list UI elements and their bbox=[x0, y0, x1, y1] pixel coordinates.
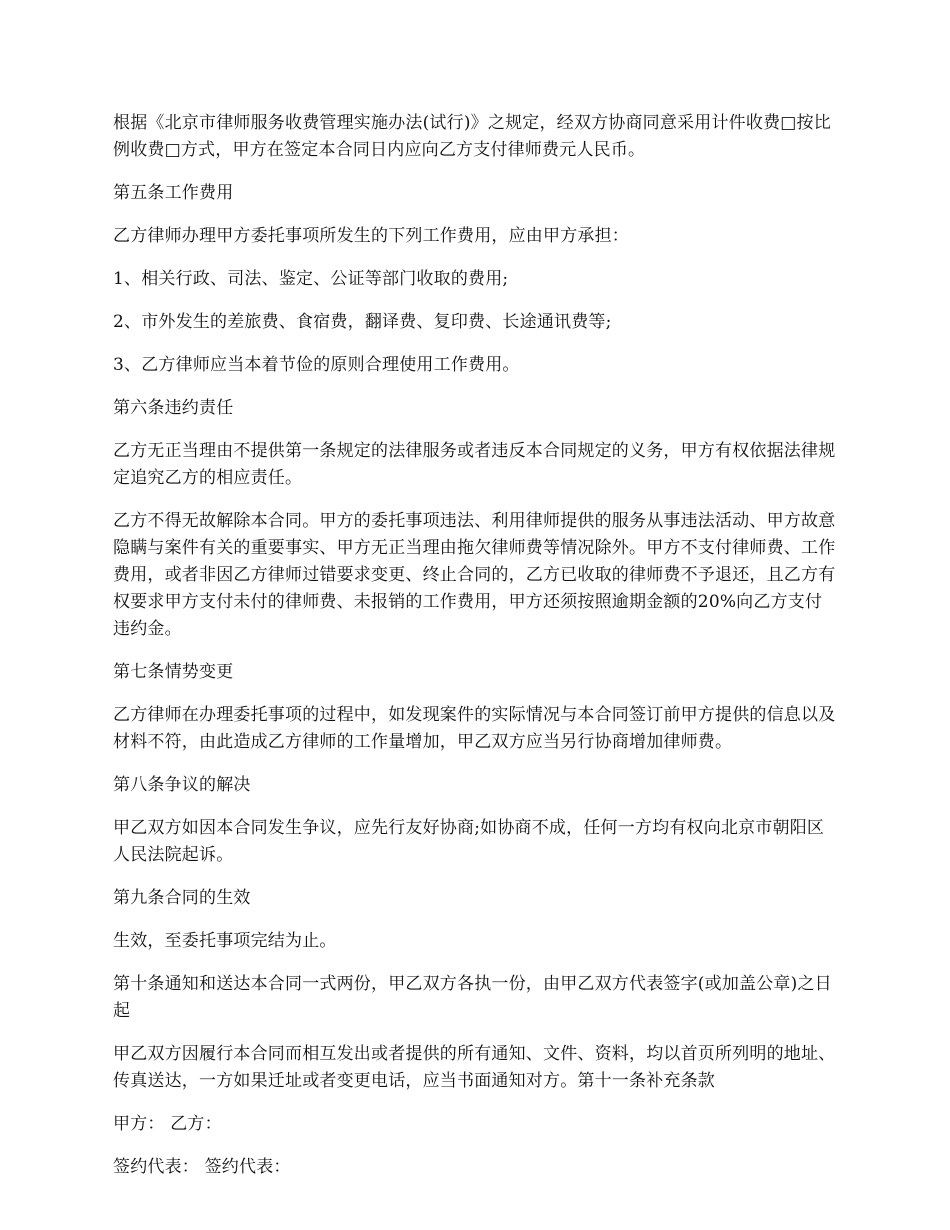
effectiveness-paragraph: 生效，至委托事项完结为止。 bbox=[113, 931, 337, 951]
article-10-paragraph: 第十条通知和送达本合同一式两份，甲乙双方各执一份，由甲乙双方代表签字(或加盖公章)之日起 bbox=[113, 974, 832, 1021]
article-5-heading: 第五条工作费用 bbox=[113, 183, 234, 203]
expense-item-2: 2、市外发生的差旅费、食宿费，翻译费、复印费、长途通讯费等; bbox=[113, 312, 612, 332]
dispute-resolution-paragraph: 甲乙双方如因本合同发生争议，应先行友好协商;如协商不成，任何一方均有权向北京市朝阳区人民法院起诉。 bbox=[113, 818, 825, 865]
article-6-heading: 第六条违约责任 bbox=[113, 398, 234, 418]
contract-page bbox=[113, 110, 838, 1197]
breach-paragraph-1: 乙方无正当理由不提供第一条规定的法律服务或者违反本合同规定的义务，甲方有权依据法律规定追究乙方的相应责任。 bbox=[113, 441, 836, 488]
article-8-heading: 第八条争议的解决 bbox=[113, 775, 251, 795]
change-of-circumstances-paragraph: 乙方律师在办理委托事项的过程中，如发现案件的实际情况与本合同签订前甲方提供的信息以及材料不符，由此造成乙方律师的工作量增加，甲乙双方应当另行协商增加律师费。 bbox=[113, 705, 836, 752]
party-signature-line: 甲方： 乙方： bbox=[113, 1114, 222, 1134]
article-9-heading: 第九条合同的生效 bbox=[113, 888, 251, 908]
notice-delivery-paragraph: 甲乙双方因履行本合同而相互发出或者提供的所有通知、文件、资料，均以首页所列明的地址、传真送达，一方如果迁址或者变更电话，应当书面通知对方。第十一条补充条款 bbox=[113, 1044, 836, 1091]
breach-paragraph-2: 乙方不得无故解除本合同。甲方的委托事项违法、利用律师提供的服务从事违法活动、甲方故意隐瞒与案件有关的重要事实、甲方无正当理由拖欠律师费等情况除外。甲方不支付律师费、工作费用，或者非因乙方律师过错要求变更、终止合同的，乙方已收取的律师费不予退还，且乙方有权要求甲方支付未付的律师费、未报销的工作费用，甲方还须按照逾期金额的20%向乙方支付违约金。 bbox=[113, 511, 836, 639]
work-expenses-intro: 乙方律师办理甲方委托事项所发生的下列工作费用，应由甲方承担： bbox=[113, 226, 629, 246]
representative-signature-line: 签约代表： 签约代表： bbox=[113, 1157, 291, 1177]
fee-payment-paragraph: 根据《北京市律师服务收费管理实施办法(试行)》之规定，经双方协商同意采用计件收费□按比例收费□方式，甲方在签定本合同日内应向乙方支付律师费元人民币。 bbox=[113, 113, 831, 160]
article-7-heading: 第七条情势变更 bbox=[113, 662, 234, 682]
expense-item-1: 1、相关行政、司法、鉴定、公证等部门收取的费用; bbox=[113, 269, 509, 289]
expense-item-3: 3、乙方律师应当本着节俭的原则合理使用工作费用。 bbox=[113, 355, 520, 375]
